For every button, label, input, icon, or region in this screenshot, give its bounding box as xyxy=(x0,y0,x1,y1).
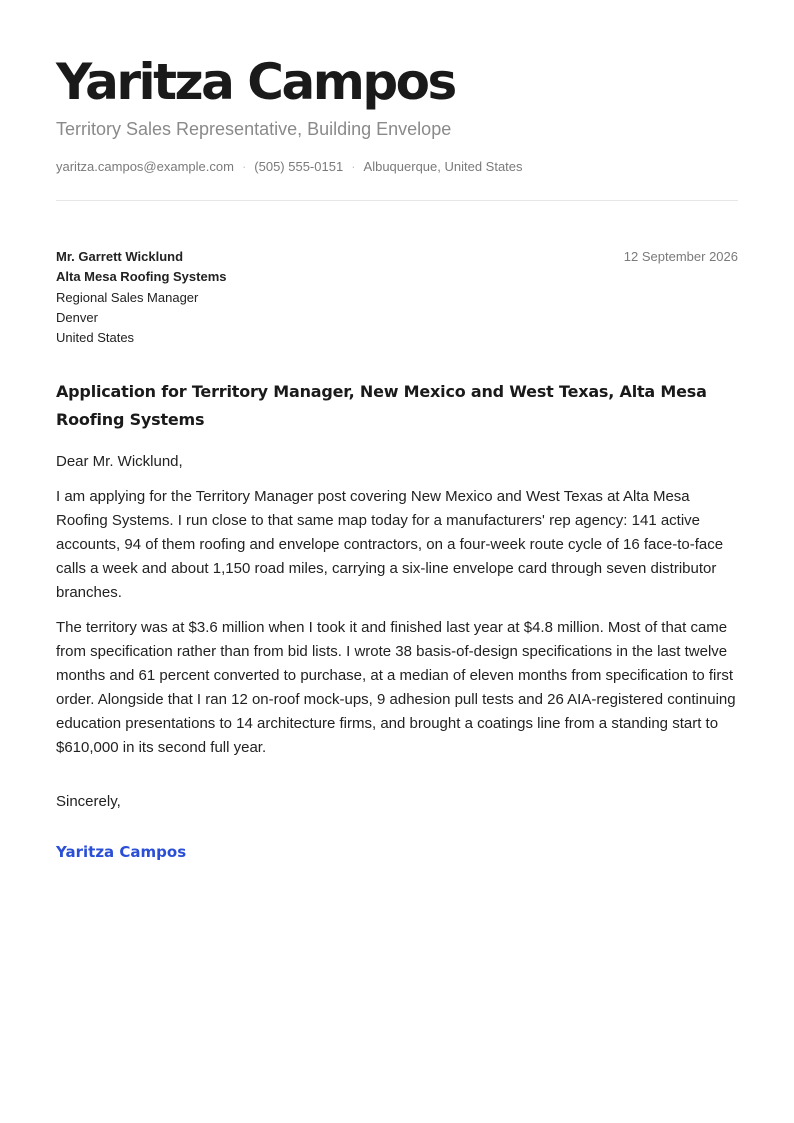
recipient-position: Regional Sales Manager xyxy=(56,289,199,305)
body-paragraph: I am applying for the Territory Manager post covering New Mexico and West Texas at Alta Mesa Roofing Systems. I run close to that same map today for a manufacturers' rep agency: 141 active accounts, 94 of them roofing and envelope contractors, on a four-week route cycle of 16 face-to-face calls a week and about 1,150 road miles, carrying a six-line envelope card through seven distributor branches. xyxy=(56,488,724,601)
recipient-city: Denver xyxy=(56,309,98,325)
body-paragraph: The territory was at $3.6 million when I took it and finished last year at $4.8 million. Most of that came from specification rather than from bid lists. I wrote 38 basis-of-design specifications in the last twelve months and 61 percent converted to purchase, at a median of eleven months from specification to first order. Alongside that I ran 12 on-roof mock-ups, 9 adhesion pull tests and 26 AIA-registered continuing education presentations to 14 architecture firms, and brought a coatings line from a standing start to $610,000 in its second full year. xyxy=(56,619,736,756)
letter-date: 12 September 2026 xyxy=(623,249,738,264)
salutation: Dear Mr. Wicklund, xyxy=(56,453,183,470)
location: Albuquerque, United States xyxy=(363,159,523,174)
signature-name: Yaritza Campos xyxy=(56,843,187,861)
address-block xyxy=(56,247,738,346)
contact-separator: · xyxy=(351,159,356,174)
applicant-title: Territory Sales Representative, Building Envelope xyxy=(56,119,452,139)
email-link[interactable]: yaritza.campos@example.com xyxy=(56,159,234,174)
header-divider xyxy=(56,200,738,201)
recipient-name: Mr. Garrett Wicklund xyxy=(56,249,184,264)
phone-number[interactable]: (505) 555-0151 xyxy=(254,159,344,174)
contact-line xyxy=(56,159,738,175)
recipient-country: United States xyxy=(56,330,135,346)
letter-subject: Application for Territory Manager, New Mexico and West Texas, Alta Mesa Roofing Systems xyxy=(56,382,707,429)
closing: Sincerely, xyxy=(56,793,121,810)
letterhead xyxy=(56,0,738,201)
applicant-name: Yaritza Campos xyxy=(56,53,455,111)
contact-separator: · xyxy=(241,159,247,174)
recipient-company: Alta Mesa Roofing Systems xyxy=(56,269,227,285)
